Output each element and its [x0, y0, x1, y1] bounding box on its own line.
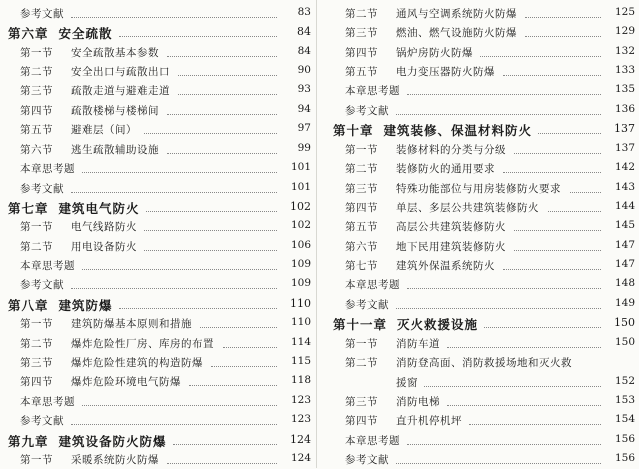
leader-dots	[469, 424, 601, 425]
toc-right-column	[325, 0, 635, 468]
page-number: 142	[614, 161, 635, 173]
section-number: 第一节	[20, 318, 53, 330]
leader-dots	[480, 56, 601, 57]
section-title: 安全疏散基本参数	[71, 47, 159, 59]
end-matter-title: 参考文献	[20, 279, 64, 291]
end-matter-title: 参考文献	[345, 105, 389, 117]
toc-chapter-row[interactable]	[325, 119, 635, 139]
section-number: 第六节	[345, 241, 378, 253]
leader-dots	[200, 327, 277, 328]
page-number: 123	[290, 394, 311, 406]
page-number: 136	[614, 103, 635, 115]
leader-dots	[503, 75, 601, 76]
leader-dots	[167, 153, 277, 154]
page-number: 156	[614, 433, 635, 445]
section-title: 爆炸危险性建筑的构造防爆	[71, 357, 203, 369]
end-matter-title: 本章思考题	[345, 435, 400, 447]
section-number: 第三节	[345, 396, 378, 408]
page-number: 124	[290, 433, 311, 446]
page-number: 154	[614, 413, 635, 425]
end-matter-title: 本章思考题	[345, 279, 400, 291]
section-title: 避难层（间）	[71, 124, 137, 136]
section-title: 装修防火的通用要求	[396, 163, 495, 175]
section-title: 逃生疏散辅助设施	[71, 144, 159, 156]
page-number: 147	[614, 258, 635, 270]
section-title: 用电设备防火	[71, 241, 137, 253]
toc-entry-row[interactable]	[325, 391, 635, 411]
page-number: 145	[614, 219, 635, 231]
page-number: 102	[290, 219, 311, 231]
section-title: 单层、多层公共建筑装修防火	[396, 202, 539, 214]
toc-chapter-row[interactable]	[0, 22, 311, 42]
toc-entry-row[interactable]	[325, 100, 635, 120]
toc-entry-row[interactable]	[325, 449, 635, 469]
toc-entry-row[interactable]	[325, 372, 635, 392]
toc-entry-row[interactable]	[0, 3, 311, 23]
section-number: 第四节	[345, 47, 378, 59]
section-title: 疏散走道与避难走道	[71, 85, 170, 97]
toc-entry-row[interactable]	[0, 391, 311, 411]
section-title: 高层公共建筑装修防火	[396, 221, 506, 233]
toc-entry-row[interactable]	[325, 178, 635, 198]
page-number: 152	[614, 375, 635, 387]
section-number: 第七节	[345, 260, 378, 272]
section-title: 疏散楼梯与楼梯间	[71, 105, 159, 117]
page-number: 147	[614, 239, 635, 251]
toc-chapter-row[interactable]	[0, 430, 311, 450]
toc-entry-row[interactable]	[0, 449, 311, 469]
toc-entry-row[interactable]	[325, 3, 635, 23]
section-number: 第五节	[345, 221, 378, 233]
leader-dots	[447, 347, 601, 348]
chapter-number: 第七章	[8, 201, 49, 216]
leader-dots	[178, 75, 277, 76]
leader-dots	[484, 327, 601, 328]
page-number: 101	[290, 181, 311, 193]
section-title: 地下民用建筑装修防火	[396, 241, 506, 253]
toc-entry-row[interactable]	[325, 80, 635, 100]
chapter-title: 建筑电气防火	[58, 201, 140, 216]
toc-entry-row[interactable]	[325, 255, 635, 275]
leader-dots	[407, 444, 601, 445]
leader-dots	[503, 172, 601, 173]
section-title: 锅炉房防火防爆	[396, 47, 473, 59]
end-matter-title: 参考文献	[20, 8, 64, 20]
toc-entry-row[interactable]	[0, 255, 311, 275]
page-number: 156	[614, 452, 635, 464]
toc-entry-row[interactable]	[0, 352, 311, 372]
toc-entry-row[interactable]	[0, 274, 311, 294]
leader-dots	[407, 94, 601, 95]
end-matter-title: 参考文献	[20, 415, 64, 427]
toc-entry-row[interactable]	[0, 42, 311, 62]
toc-entry-row[interactable]	[0, 139, 311, 159]
section-number: 第二节	[20, 241, 53, 253]
leader-dots	[82, 269, 277, 270]
toc-entry-row[interactable]	[0, 100, 311, 120]
leader-dots	[223, 347, 277, 348]
page-number: 109	[290, 258, 311, 270]
leader-dots	[144, 250, 277, 251]
section-title: 直升机停机坪	[396, 415, 462, 427]
leader-dots	[570, 192, 601, 193]
leader-dots	[119, 308, 278, 309]
column-divider	[316, 0, 317, 468]
page-number: 133	[614, 64, 635, 76]
page-number: 109	[290, 277, 311, 289]
page-number: 149	[614, 297, 635, 309]
toc-entry-row[interactable]	[325, 61, 635, 81]
page-number: 115	[290, 355, 311, 367]
chapter-title: 建筑设备防火防爆	[58, 434, 167, 449]
leader-dots	[396, 308, 601, 309]
toc-entry-row[interactable]	[0, 333, 311, 353]
page-number: 129	[614, 25, 635, 37]
page-number: 94	[297, 103, 311, 115]
section-number: 第五节	[20, 124, 53, 136]
page-number: 137	[614, 142, 635, 154]
leader-dots	[514, 230, 601, 231]
toc-entry-row[interactable]	[325, 410, 635, 430]
leader-dots	[144, 230, 277, 231]
page-number: 123	[290, 413, 311, 425]
leader-dots	[146, 211, 278, 212]
page-number: 84	[297, 45, 311, 57]
end-matter-title: 本章思考题	[20, 163, 75, 175]
toc-chapter-row[interactable]	[0, 294, 311, 314]
leader-dots	[525, 36, 601, 37]
page-number: 106	[290, 239, 311, 251]
leader-dots	[119, 36, 278, 37]
toc-entry-row[interactable]	[0, 158, 311, 178]
page-number: 144	[614, 200, 635, 212]
page-number: 110	[290, 316, 311, 328]
page-number: 99	[297, 142, 311, 154]
page-number: 150	[614, 316, 635, 329]
chapter-title: 安全疏散	[58, 26, 113, 41]
leader-dots	[407, 288, 601, 289]
toc-entry-row[interactable]	[325, 139, 635, 159]
page-number: 118	[290, 374, 311, 386]
toc-entry-row[interactable]	[0, 410, 311, 430]
section-number: 第一节	[20, 221, 53, 233]
leader-dots	[167, 56, 277, 57]
toc-entry-row[interactable]	[0, 216, 311, 236]
chapter-number: 第十章	[333, 123, 374, 138]
chapter-title: 建筑装修、保温材料防火	[383, 123, 533, 138]
section-number: 第三节	[345, 183, 378, 195]
leader-dots	[173, 444, 278, 445]
page-number: 97	[297, 122, 311, 134]
toc-entry-row[interactable]	[325, 158, 635, 178]
page-number: 110	[290, 297, 311, 310]
leader-dots	[525, 17, 601, 18]
toc-entry-row[interactable]	[325, 236, 635, 256]
leader-dots	[71, 17, 277, 18]
leader-dots	[167, 463, 277, 464]
chapter-title: 建筑防爆	[58, 298, 113, 313]
end-matter-title: 参考文献	[345, 299, 389, 311]
end-matter-title: 参考文献	[20, 183, 64, 195]
toc-entry-row[interactable]	[0, 313, 311, 333]
end-matter-title: 本章思考题	[20, 260, 75, 272]
leader-dots	[189, 385, 277, 386]
page-number: 83	[297, 6, 311, 18]
leader-dots	[447, 405, 601, 406]
section-number: 第一节	[20, 454, 53, 466]
toc-chapter-row[interactable]	[325, 313, 635, 333]
page-number: 101	[290, 161, 311, 173]
section-number: 第四节	[345, 202, 378, 214]
page-number: 102	[290, 200, 311, 213]
section-number: 第二节	[345, 8, 378, 20]
section-number: 第四节	[345, 415, 378, 427]
section-number: 第一节	[20, 47, 53, 59]
leader-dots	[514, 153, 601, 154]
page-number: 135	[614, 83, 635, 95]
leader-dots	[503, 269, 601, 270]
chapter-number: 第九章	[8, 434, 49, 449]
section-title: 爆炸危险性厂房、库房的布置	[71, 338, 214, 350]
page-number: 84	[297, 25, 311, 38]
section-number: 第四节	[20, 105, 53, 117]
page-number: 125	[614, 6, 635, 18]
end-matter-title: 本章思考题	[20, 396, 75, 408]
page-number: 93	[297, 83, 311, 95]
leader-dots	[396, 463, 601, 464]
leader-dots	[538, 133, 601, 134]
toc-entry-row[interactable]	[0, 61, 311, 81]
end-matter-title: 参考文献	[345, 454, 389, 466]
page-number: 124	[290, 452, 311, 464]
section-title: 建筑防爆基本原则和措施	[71, 318, 192, 330]
chapter-number: 第八章	[8, 298, 49, 313]
leader-dots	[82, 405, 277, 406]
leader-dots	[71, 424, 277, 425]
section-title: 燃油、燃气设施防火防爆	[396, 27, 517, 39]
section-number: 第二节	[345, 163, 378, 175]
toc-entry-row[interactable]	[0, 80, 311, 100]
toc-left-column	[0, 0, 311, 468]
toc-entry-row[interactable]	[0, 178, 311, 198]
section-number: 第六节	[20, 144, 53, 156]
leader-dots	[167, 114, 277, 115]
toc-entry-row[interactable]	[325, 197, 635, 217]
section-number: 第三节	[20, 357, 53, 369]
section-title: 通风与空调系统防火防爆	[396, 8, 517, 20]
toc-entry-row[interactable]	[325, 333, 635, 353]
chapter-number: 第六章	[8, 26, 49, 41]
section-title: 爆炸危险环境电气防爆	[71, 376, 181, 388]
page-number: 153	[614, 394, 635, 406]
toc-entry-row[interactable]	[0, 236, 311, 256]
section-number: 第一节	[345, 338, 378, 350]
section-number: 第五节	[345, 66, 378, 78]
page-number: 137	[614, 122, 635, 135]
section-title: 消防电梯	[396, 396, 440, 408]
page-number: 148	[614, 277, 635, 289]
section-title: 消防车道	[396, 338, 440, 350]
leader-dots	[178, 94, 277, 95]
toc-entry-row[interactable]	[325, 216, 635, 236]
toc-entry-row[interactable]	[325, 294, 635, 314]
toc-entry-row[interactable]	[325, 22, 635, 42]
section-title: 采暖系统防火防爆	[71, 454, 159, 466]
section-number: 第二节	[20, 66, 53, 78]
toc-chapter-row[interactable]	[0, 197, 311, 217]
leader-dots	[71, 192, 277, 193]
toc-entry-row[interactable]	[325, 430, 635, 450]
chapter-number: 第十一章	[333, 317, 388, 332]
section-number: 第四节	[20, 376, 53, 388]
toc-entry-row[interactable]	[0, 119, 311, 139]
page-number: 132	[614, 45, 635, 57]
section-number: 第一节	[345, 144, 378, 156]
section-title: 电力变压器防火防爆	[396, 66, 495, 78]
leader-dots	[424, 386, 601, 387]
section-number: 第二节	[20, 338, 53, 350]
page-number: 150	[614, 336, 635, 348]
section-title-continued: 援窗	[396, 377, 418, 389]
leader-dots	[396, 114, 601, 115]
section-number: 第二节	[345, 357, 378, 369]
page-number: 90	[297, 64, 311, 76]
section-title: 消防登高面、消防救援场地和灭火救	[396, 357, 572, 369]
toc-entry-row[interactable]	[325, 352, 635, 372]
leader-dots	[514, 250, 601, 251]
leader-dots	[71, 288, 277, 289]
end-matter-title: 本章思考题	[345, 85, 400, 97]
section-title: 电气线路防火	[71, 221, 137, 233]
section-title: 特殊功能部位与用房装修防火要求	[396, 183, 561, 195]
page-number: 114	[290, 336, 311, 348]
leader-dots	[211, 366, 277, 367]
leader-dots	[82, 172, 277, 173]
page-number: 143	[614, 181, 635, 193]
toc-entry-row[interactable]	[325, 42, 635, 62]
section-number: 第三节	[345, 27, 378, 39]
section-title: 装修材料的分类与分级	[396, 144, 506, 156]
leader-dots	[548, 211, 601, 212]
toc-entry-row[interactable]	[0, 371, 311, 391]
leader-dots	[144, 133, 277, 134]
section-title: 建筑外保温系统防火	[396, 260, 495, 272]
section-title: 安全出口与疏散出口	[71, 66, 170, 78]
chapter-title: 灭火救援设施	[397, 317, 479, 332]
toc-entry-row[interactable]	[325, 274, 635, 294]
section-number: 第三节	[20, 85, 53, 97]
